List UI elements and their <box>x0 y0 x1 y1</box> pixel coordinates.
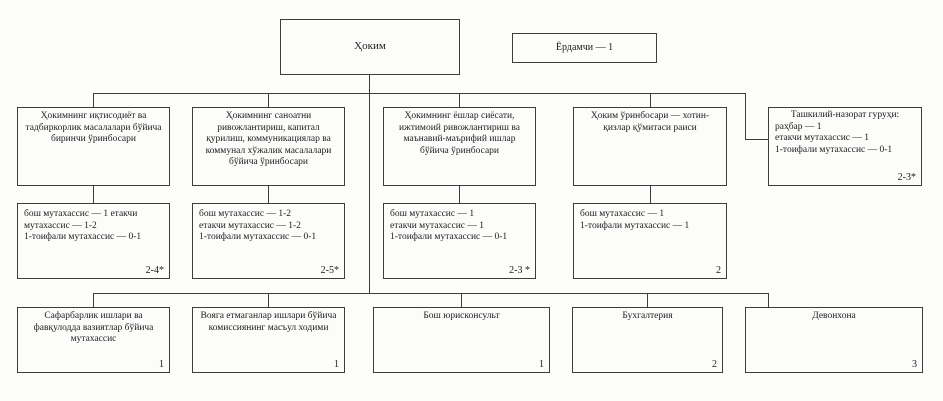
deputy-box-industry <box>192 107 345 186</box>
staff-box-3 <box>383 203 536 279</box>
deputy-label: Ҳокимнинг ёшлар сиёсати, ижтимоий ривожлантириш ва маънавий-маърифий ишлар бўйича ўринбосари <box>399 111 520 156</box>
assistant-box <box>512 33 657 63</box>
staff-line: 1-тоифали мутахассис — 1 <box>580 220 690 231</box>
connector-drop-dept-1 <box>93 293 94 307</box>
connector-deputies-bus <box>93 93 746 94</box>
staff-line: мутахассис — 1-2 <box>24 220 97 231</box>
headcount-badge: 3 <box>912 358 917 370</box>
control-group-box <box>768 107 922 186</box>
connector-drop-deputy-4 <box>650 93 651 107</box>
deputy-label: Ҳоким ўринбосари — хотин-қизлар қўмитаси раиси <box>590 111 710 133</box>
dept-box-chancellery <box>745 307 923 373</box>
control-group-line: 1-тоифали мутахассис — 0-1 <box>775 144 893 155</box>
staff-line: бош мутахассис — 1 <box>390 209 475 219</box>
connector-drop-deputy-2 <box>268 93 269 107</box>
dept-box-legal-adviser <box>373 307 550 373</box>
staff-line: бош мутахассис — 1-2 <box>199 209 292 219</box>
connector-departments-bus <box>93 293 769 294</box>
headcount-badge: 2-3* <box>897 171 916 183</box>
hokim-label: Ҳоким <box>354 40 386 53</box>
dept-box-accounting <box>572 307 723 373</box>
dept-label: Бош юрисконсульт <box>423 311 500 321</box>
connector-drop-deputy-1 <box>93 93 94 107</box>
dept-box-mobilization <box>17 307 170 373</box>
staff-line: 1-тоифали мутахассис — 0-1 <box>24 232 142 242</box>
connector-drop-dept-2 <box>268 293 269 307</box>
connector-staff-3 <box>459 186 460 203</box>
connector-elbow-vertical <box>745 93 746 139</box>
connector-drop-dept-5 <box>768 293 769 307</box>
connector-staff-1 <box>93 186 94 203</box>
deputy-box-women-committee <box>573 107 727 186</box>
connector-drop-dept-3 <box>461 293 462 307</box>
headcount-badge: 2 <box>712 358 717 370</box>
connector-root-vertical <box>369 75 370 293</box>
connector-staff-4 <box>650 186 651 203</box>
deputy-box-economy <box>17 107 170 186</box>
headcount-badge: 1 <box>159 358 164 370</box>
staff-line: бош мутахассис — 1 <box>580 209 665 219</box>
headcount-badge: 1 <box>334 358 339 370</box>
control-group-line: раҳбар — 1 <box>775 121 822 132</box>
staff-line: 1-тоифали мутахассис — 0-1 <box>199 232 317 242</box>
dept-label: Вояга етмаганлар ишлари бўйича комиссиянинг масъул ходими <box>200 311 337 333</box>
headcount-badge: 2-5* <box>320 264 339 276</box>
deputy-label: Ҳокимнинг саноатни ривожлантириш, капитал қурилиш, коммуникациялар ва коммунал хўжалик масалалари бўйича ўринбосари <box>205 111 332 167</box>
hokim-box <box>280 19 460 75</box>
connector-drop-dept-4 <box>647 293 648 307</box>
deputy-box-youth-policy <box>383 107 536 186</box>
staff-line: бош мутахассис — 1 етакчи <box>24 209 138 219</box>
staff-line: етакчи мутахассис — 1-2 <box>199 220 301 231</box>
headcount-badge: 2-3 * <box>509 264 530 276</box>
staff-line: етакчи мутахассис — 1 <box>390 220 485 231</box>
headcount-badge: 2 <box>716 264 721 276</box>
control-group-line: етакчи мутахассис — 1 <box>775 133 870 143</box>
staff-line: 1-тоифали мутахассис — 0-1 <box>390 232 508 242</box>
headcount-badge: 1 <box>539 358 544 370</box>
dept-label: Бухгалтерия <box>622 311 673 321</box>
dept-box-minors-commission <box>192 307 345 373</box>
assistant-label: Ёрдамчи — 1 <box>555 42 614 54</box>
staff-box-2 <box>192 203 345 279</box>
staff-box-1 <box>17 203 170 279</box>
connector-staff-2 <box>268 186 269 203</box>
dept-label: Сафарбарлик ишлари ва фавқулодда вазиятлар бўйича мутахассис <box>33 311 154 344</box>
control-group-title: Ташкилий-назорат гуруҳи: <box>790 110 900 120</box>
staff-box-4 <box>573 203 727 279</box>
dept-label: Девонхона <box>812 311 856 321</box>
headcount-badge: 2-4* <box>145 264 164 276</box>
connector-drop-deputy-3 <box>459 93 460 107</box>
deputy-label: Ҳокимнинг иқтисодиёт ва тадбиркорлик масалалари бўйича биринчи ўринбосари <box>25 111 162 144</box>
connector-elbow-horizontal <box>745 139 768 140</box>
